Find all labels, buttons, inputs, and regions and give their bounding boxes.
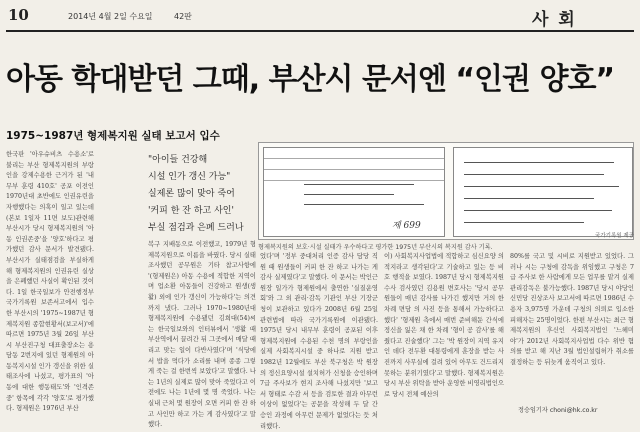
photo-caption: 형제복지원의 보호·시설 실태가 우수하다고 평가한 1975년 부산시의 복지원 감사 기록. xyxy=(258,244,493,251)
subheadline: 1975~1987년 형제복지원 실태 보고서 입수 xyxy=(6,130,220,142)
page-header xyxy=(6,4,634,32)
document-stamp: 제 699 xyxy=(392,221,421,231)
section-title: 사회 xyxy=(532,10,585,30)
handwritten-note-image xyxy=(453,147,633,237)
article-column-1b xyxy=(100,150,144,400)
headline: 아동 학대받던 그때, 부산시 문서엔 “인권 양호” xyxy=(6,62,615,97)
article-column-4: 이) 사회복지사업법에 적합하고 심신요양 의 적지라고 생각된다'고 기술하고 있는 등 비호 행적을 보였다. 1987년 당시 형제복지원 수사 검사였던 김용원 변호사는 '당시 공무원들이 매년 감사를 나가긴 했지만 거의 한 차례 면담 의 사진 등을 통해서 가능하다고 했다' '형제원 측에서 매번 준비해둔 간식에 정신을 잃은 채 한 차례 '형이 공 감사'를 해줬다고 진술했다' 그는 '박 원장이 지역 유지인 데다 전두환 대통령에게 훈장을 받는 사진까지 사무실에 걸려 있어 아무도 건드리지 못하는 분위기였다'고 말했다. 형제복지원은 당시 부산 위탁을 받아 운영한 비영리법인으로 당시 전체 예산의 xyxy=(384,253,504,398)
archive-document-photo xyxy=(258,142,634,240)
photo-credit: 국가기록원 제공 xyxy=(595,233,634,239)
page-number: 10 xyxy=(8,6,29,24)
article-column-3: 었다'며 '정부 중대처리 인증 감사 담당 직원 때 원생들이 커피 한 잔 하고 나가는 게 감사 실제였다'고 말했다. 이 문서는 박인근 원장 일가가 형제원에서 출연한 '실질운영 회'와 그 외 관리·감독 기관인 부산 기장군청이 보관하고 있다가 2008년 6월 25일 관련법에 따라 국가기록원에 이관됐다. 1975년 당시 내무부 훈령이 공포된 이후 형제복지원에 수용된 수천 명의 부랑인을 실제 사회복지시설 중 하나로 지원 받고 1982년 12월에도 부산 북구청은 박 원장의 정신요양시설 설치허가 신청을 승인하며 7급 주사보가 현지 조사해 나섰지만 '보고서 형태로 수감 서 등을 검토한 결과 아무런 이상이 없었다'는 공문을 작성해 두 달 간 승인 과정에 아무런 문제가 없었다는 듯 처리했다. xyxy=(260,253,378,430)
pull-quote-line: 시설 인가 갱신 가능" xyxy=(148,172,231,182)
pull-quote-line: "아이들 건강해 xyxy=(148,155,208,165)
pull-quote-line: 부실 점검과 은폐 드러나 xyxy=(148,223,244,233)
pull-quote-line: '커피 한 잔 하고 사인' xyxy=(148,206,234,216)
pull-quote-line: 실제론 많이 맞아 죽어 xyxy=(148,189,235,199)
inspection-form-image xyxy=(263,147,445,237)
article-column-5: 80%를 국고 및 시비로 지원받고 있었다. 그러나 시는 구청에 감독을 위임했고 구청은 7급 주사보 한 사람에게 모든 업무를 맡겨 실제 관리감독은 불가능했다. 1987년 당시 야당인 신민당 진상조사 보고서에 따르면 1986년 수용자 3,975명 가운데 구청의 의뢰로 입소한 피해자는 25명이었다. 한편 부산시는 최근 형제복지원의 후신인 사회복지법인 '느헤미야'가 2012년 사회복지사업법 다수 위반 혐의를 받고 해 지난 3월 법인설립허가 취소를 결정하는 등 뒤늦게 움직이고 있다. xyxy=(510,253,634,366)
byline: 정승임기자 choni@hk.co.kr xyxy=(518,407,598,414)
article-column-1: 한국판 '아우슈비츠 수용소'로 불리는 부산 형제복지원의 부랑인을 강제수용한 근거가 된 '내무부 훈령 410호' 공포 이전인 1970년대 초반에도 인권유린을 자행했다는 의혹이 일고 있는데(본보 1일자 11면 보도)관련해 부산시가 당시 형제복지원의 '아동 인권존중'을 '양호'하다고 평가했던 감사 문서가 발견됐다. 부산시가 실태점검을 부실하게 해 형제복지원의 인권유린 실상을 은폐했던 사실이 확인된 것이다. 1일 한국일보가 안전행정부 국가기록원 보존서고에서 입수한 부산시의 '1975~1987년 형제복지원 종합현황서(보고서)'에 따르면 1975년 3월 26일 부산시 부산진구청 대표출장소는 용담동 2번지에 있던 형제원의 아동복지시설 인가 갱신을 위한 실태조사에 나섰고, 평가표의 '아동에 대한 행동태도'와 '인격존중' 항목에 각각 '양호'로 평가했다. 형제원은 1976년 부산 xyxy=(6,151,94,413)
article-column-2: 복구 지배동으로 이전했고, 1979년 형제복지원으로 이름을 바꿨다. 당시 실태조사했던 공무원은 기타 참고사항에 '(형제원은) 아동 수용에 적합한 지역이며 업소환 아동들이 건강하고 원생(생활) 외에 인가 갱신이 가능하다'는 의견까지 냈다. 그러나 1970~1980년대 형제복지원에 수용됐던 김희대(54)씨는 한국일보와의 인터뷰에서 '생활 때 부산역에서 끌려간 뒤 그곳에서 매달 때리고 맞는 일이 다반사였다'며 '식당에서 밥을 먹다가 소리를 내며 종종 그렇게 죽는 걸 한번씩 보았다'고 말했다. 나는 1년의 실제로 많이 맞아 죽었다고 이전에도 나는 1년에 몇 명 죽었다. 나는 실내 근처 몇 원장이 오면 커피 한 잔 하고 사인만 하고 가는 게 감사였다'고 말했다. xyxy=(148,241,256,429)
pull-quote xyxy=(148,152,256,237)
edition-label: 42판 xyxy=(174,12,192,21)
issue-date: 2014년 4월 2일 수요일 xyxy=(68,12,153,21)
